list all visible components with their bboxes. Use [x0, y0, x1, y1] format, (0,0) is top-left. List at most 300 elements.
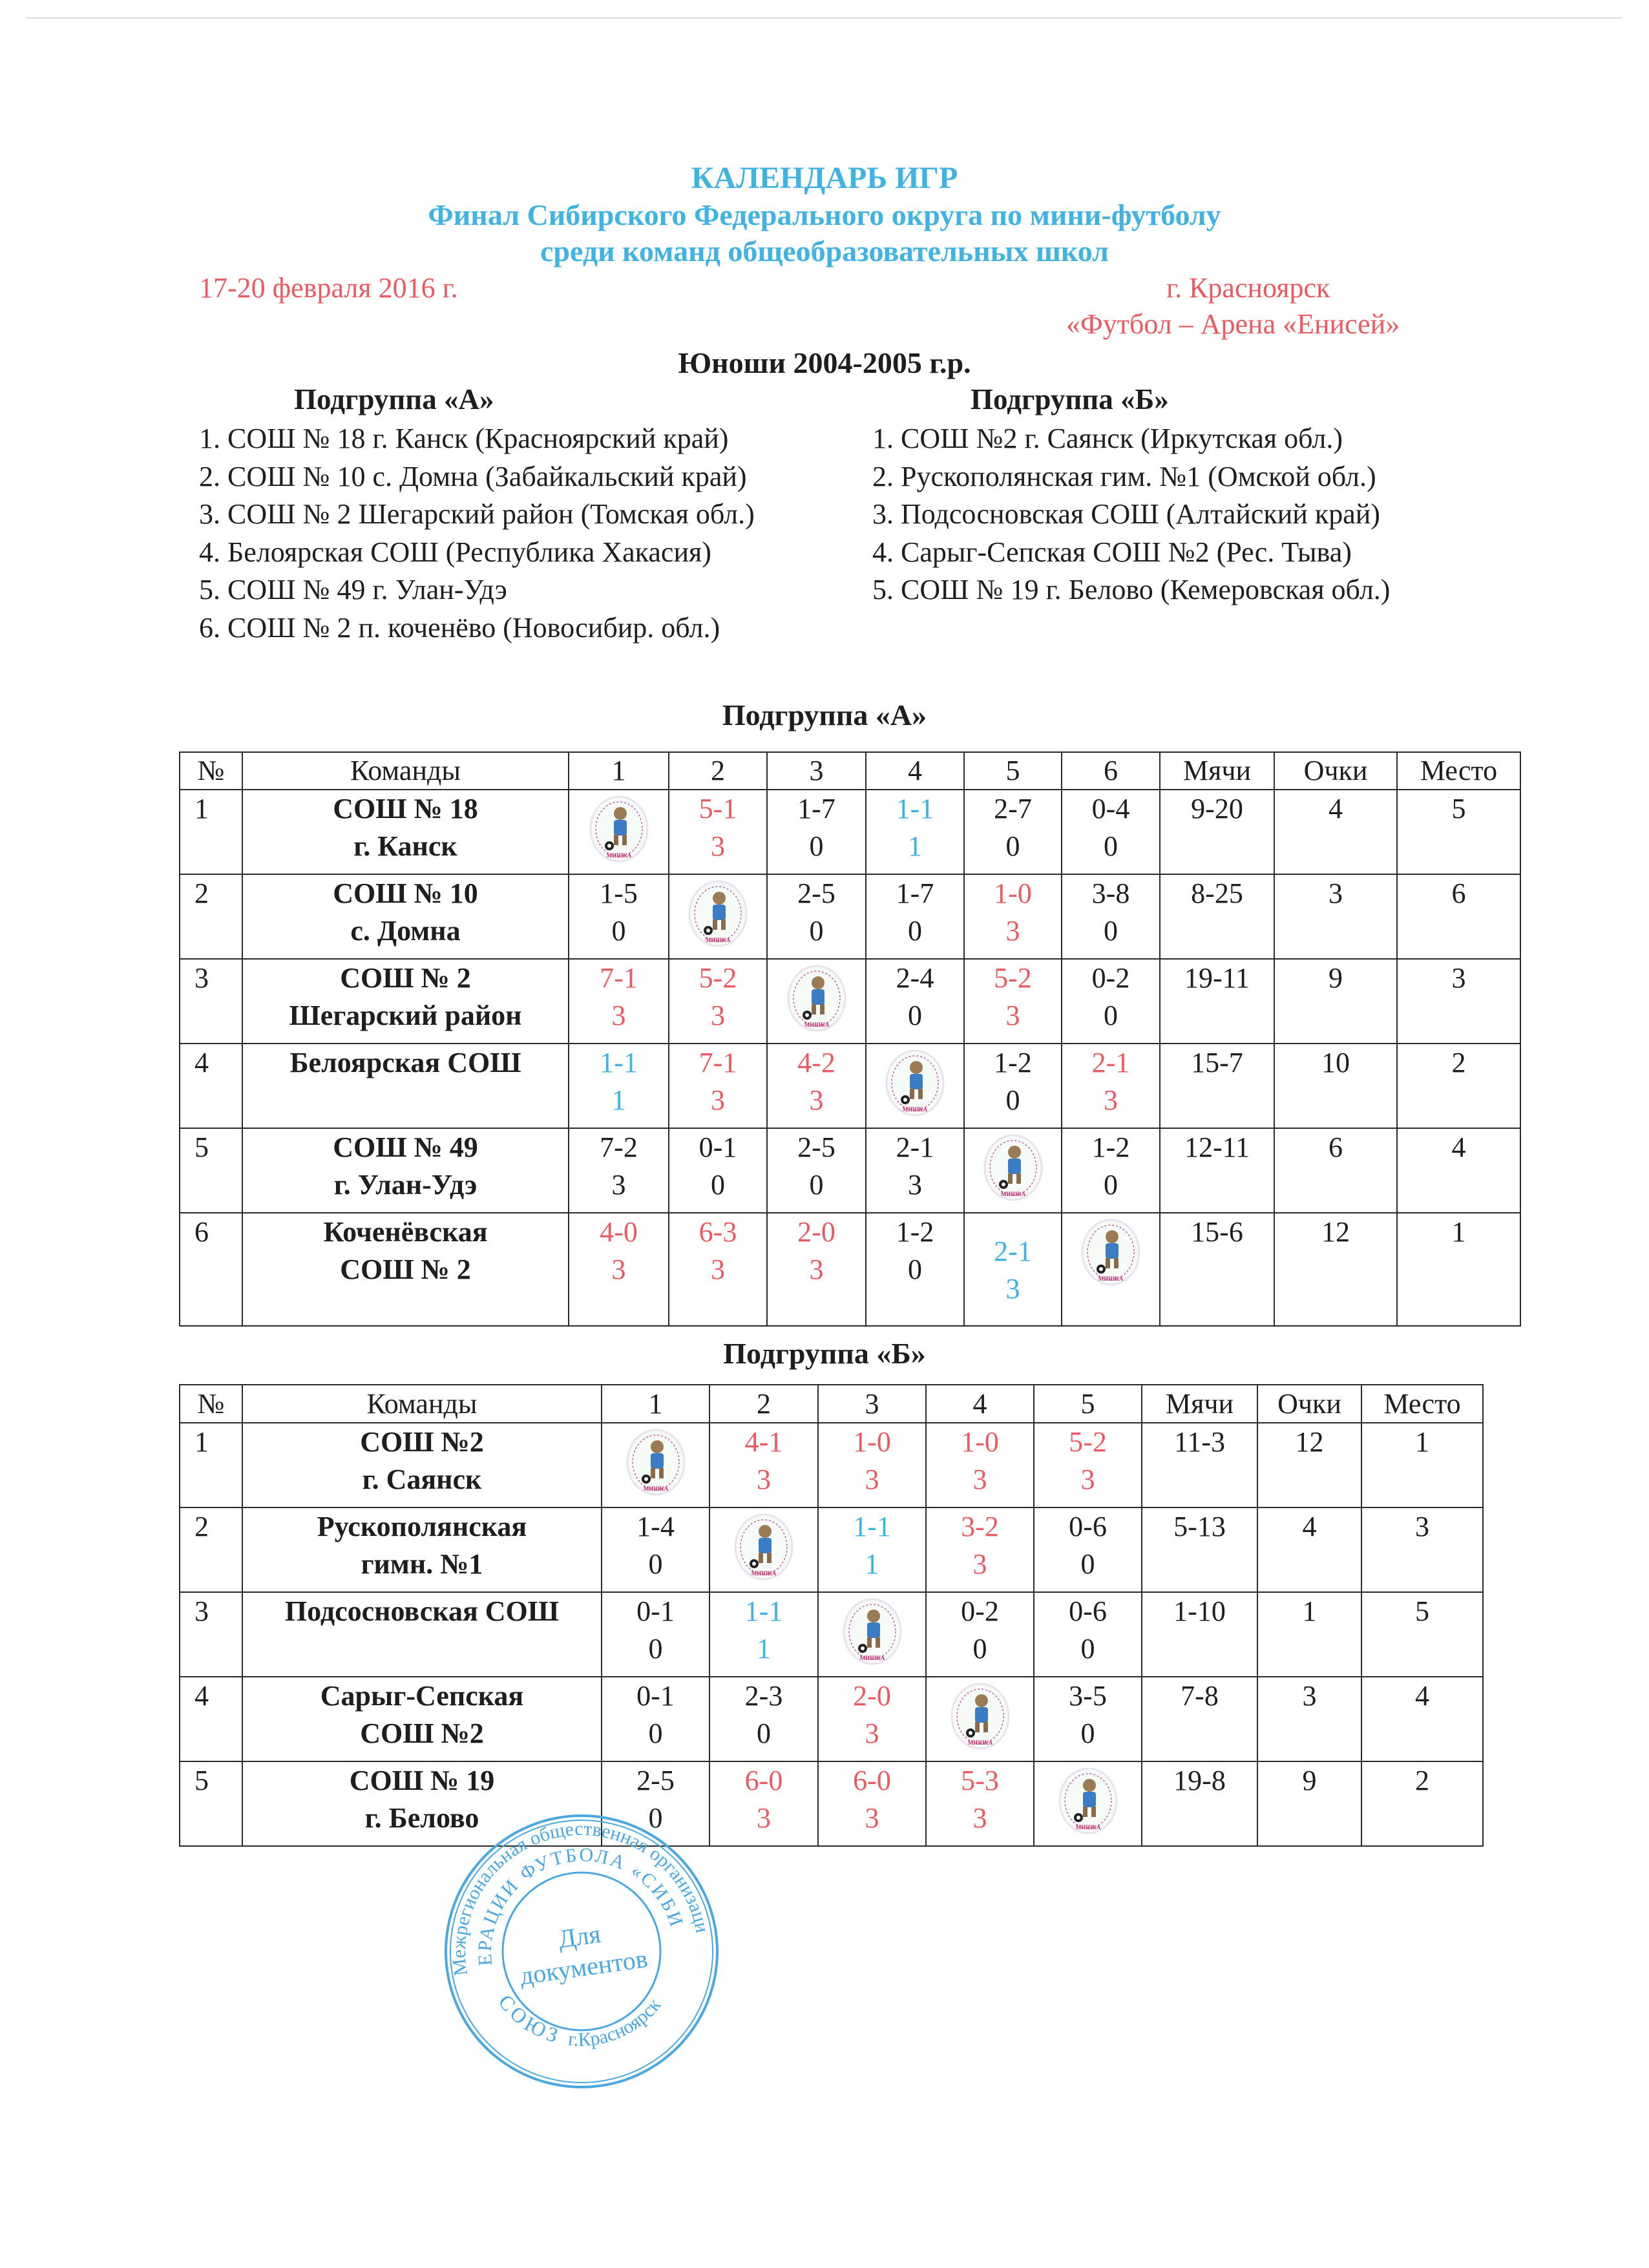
points-total: 4: [1257, 1507, 1361, 1592]
match-score: 2-1: [896, 1131, 934, 1163]
match-result-cell: [818, 1507, 926, 1592]
goals-total: 19-8: [1142, 1761, 1257, 1846]
match-score: 1-0: [961, 1426, 999, 1458]
svg-text:МИШКА: МИШКА: [705, 937, 731, 943]
match-result-cell: [1062, 1128, 1160, 1213]
team-list-a: [199, 420, 755, 647]
match-points: 3: [757, 1802, 771, 1834]
diagonal-logo-cell: [709, 1507, 818, 1592]
match-result-cell: [866, 1213, 964, 1326]
match-result-cell: [569, 1213, 669, 1326]
goals-total: 8-25: [1160, 874, 1274, 959]
table-row: [180, 1761, 1483, 1846]
table-row: [180, 1592, 1483, 1677]
bear-footballer-logo-icon: [819, 1597, 925, 1676]
match-score: 0-4: [1091, 793, 1130, 824]
list-heading-b: Подгруппа «Б»: [971, 383, 1169, 415]
match-score: 1-5: [600, 877, 638, 909]
match-result-cell: [964, 1213, 1062, 1326]
column-header: Место: [1361, 1385, 1483, 1423]
match-score: 5-3: [961, 1765, 999, 1796]
team-name: [242, 1677, 602, 1761]
match-result-cell: [818, 1761, 926, 1846]
column-header: Команды: [242, 1385, 602, 1423]
page-subtitle: Финал Сибирского Федерального округа по мини-футболу: [428, 198, 1221, 231]
match-result-cell: [866, 790, 964, 874]
svg-text:МИШКА: МИШКА: [1075, 1824, 1100, 1831]
match-result-cell: [669, 1128, 767, 1213]
list-item: 3. Подсосновская СОШ (Алтайский край): [872, 498, 1380, 530]
diagonal-logo-cell: [1034, 1761, 1142, 1846]
age-category: Юноши 2004-2005 г.р.: [678, 346, 971, 379]
match-score: 7-1: [698, 1047, 737, 1078]
bear-footballer-logo-icon: [768, 963, 865, 1043]
team-name: [242, 959, 569, 1044]
match-points: 1: [611, 1084, 626, 1116]
match-result-cell: [602, 1592, 709, 1677]
column-header: 1: [602, 1385, 709, 1423]
match-points: 3: [972, 1464, 987, 1495]
points-total: 12: [1257, 1423, 1361, 1507]
match-points: 0: [711, 1169, 725, 1201]
standings-table-a: [179, 751, 1521, 1327]
match-score: 0-1: [698, 1131, 737, 1163]
match-points: 0: [648, 1802, 663, 1834]
match-result-cell: [926, 1592, 1034, 1677]
team-name-line: Шегарский район: [289, 1000, 522, 1031]
table-header-row: [180, 752, 1520, 790]
team-number: 5: [180, 1128, 242, 1213]
match-points: 0: [757, 1717, 771, 1749]
match-result-cell: [569, 1044, 669, 1128]
final-place: 4: [1397, 1128, 1520, 1213]
goals-total: 15-7: [1160, 1044, 1274, 1128]
column-header: №: [180, 1385, 242, 1423]
match-result-cell: [767, 1044, 866, 1128]
match-points: 0: [611, 915, 626, 947]
goals-total: 12-11: [1160, 1128, 1274, 1213]
table-row: [180, 959, 1520, 1044]
final-place: 4: [1361, 1677, 1483, 1761]
svg-text:МИШКА: МИШКА: [606, 852, 631, 859]
match-score: 3-8: [1091, 877, 1130, 909]
goals-total: 15-6: [1160, 1213, 1274, 1326]
event-city: г. Красноярск: [1166, 272, 1330, 304]
match-points: 3: [908, 1169, 922, 1201]
match-result-cell: [818, 1423, 926, 1507]
column-header: №: [180, 752, 242, 790]
stamp-bottom-text: СОЮЗ: [494, 1990, 565, 2048]
list-item: 3. СОШ № 2 Шегарский район (Томская обл.): [199, 498, 755, 530]
match-score: 2-1: [1091, 1047, 1130, 1078]
column-header: 1: [569, 752, 669, 790]
match-points: 3: [809, 1254, 824, 1285]
column-header: 3: [818, 1385, 926, 1423]
match-points: 3: [865, 1464, 879, 1495]
match-result-cell: [1062, 874, 1160, 959]
match-result-cell: [709, 1761, 818, 1846]
column-header: Место: [1397, 752, 1520, 790]
column-header: 2: [709, 1385, 818, 1423]
team-number: 2: [180, 1507, 242, 1592]
goals-total: 1-10: [1142, 1592, 1257, 1677]
match-points: 3: [611, 1169, 626, 1201]
bear-footballer-logo-icon: [569, 794, 668, 874]
match-result-cell: [1034, 1507, 1142, 1592]
match-points: 3: [809, 1084, 824, 1116]
stamp-city-text: г.Красноярск: [567, 1994, 666, 2051]
diagonal-logo-cell: [866, 1044, 964, 1128]
svg-text:МИШКА: МИШКА: [751, 1570, 777, 1577]
match-score: 1-0: [853, 1426, 891, 1458]
match-points: 0: [809, 915, 824, 947]
stamp-outer-text: Межрегиональная общественная организация: [448, 1818, 713, 1977]
match-result-cell: [767, 790, 866, 874]
team-number: 1: [180, 1423, 242, 1507]
team-name-line: гимн. №1: [361, 1548, 483, 1580]
match-result-cell: [569, 959, 669, 1044]
match-score: 1-2: [1091, 1131, 1130, 1163]
match-points: 0: [1080, 1717, 1095, 1749]
match-points: 0: [809, 830, 824, 862]
match-result-cell: [767, 1128, 866, 1213]
team-number: 4: [180, 1677, 242, 1761]
points-total: 12: [1274, 1213, 1397, 1326]
match-points: 0: [972, 1633, 987, 1664]
column-header: Мячи: [1142, 1385, 1257, 1423]
team-name: [242, 1507, 602, 1592]
team-name: [242, 1213, 569, 1326]
team-name-line: г. Саянск: [362, 1464, 482, 1495]
match-score: 1-7: [896, 877, 934, 909]
list-item: 2. СОШ № 10 с. Домна (Забайкальский край): [199, 460, 747, 492]
match-points: 3: [1005, 915, 1020, 947]
team-number: 3: [180, 1592, 242, 1677]
svg-text:МИШКА: МИШКА: [859, 1655, 885, 1661]
list-item: 2. Рускополянская гим. №1 (Омской обл.): [872, 460, 1376, 492]
match-result-cell: [602, 1507, 709, 1592]
team-name: [242, 1044, 569, 1128]
team-name-line: СОШ № 2: [340, 962, 471, 994]
diagonal-logo-cell: [964, 1128, 1062, 1213]
team-number: 6: [180, 1213, 242, 1326]
match-result-cell: [1034, 1677, 1142, 1761]
svg-text:г.Красноярск: [561, 1992, 669, 2053]
match-score: 5-2: [994, 962, 1032, 994]
match-points: 0: [1005, 830, 1020, 862]
points-total: 6: [1274, 1128, 1397, 1213]
match-result-cell: [767, 874, 866, 959]
match-score: 4-0: [600, 1216, 638, 1248]
diagonal-logo-cell: [569, 790, 669, 874]
list-item: 4. Сарыг-Сепская СОШ №2 (Рес. Тыва): [872, 536, 1352, 568]
list-item: 5. СОШ № 19 г. Белово (Кемеровская обл.): [872, 574, 1391, 605]
match-result-cell: [866, 959, 964, 1044]
match-points: 0: [1104, 1000, 1118, 1031]
team-name-line: СОШ № 10: [333, 877, 478, 909]
match-score: 5-2: [1069, 1426, 1107, 1458]
match-score: 2-5: [797, 877, 835, 909]
match-points: 3: [711, 1254, 725, 1285]
match-points: 1: [757, 1633, 771, 1664]
match-points: 3: [1005, 1000, 1020, 1031]
list-heading-a: Подгруппа «А»: [294, 383, 494, 415]
match-score: 7-2: [600, 1131, 638, 1163]
table-row: [180, 1507, 1483, 1592]
match-points: 3: [972, 1548, 987, 1580]
points-total: 9: [1257, 1761, 1361, 1846]
final-place: 5: [1361, 1592, 1483, 1677]
column-header: 5: [1034, 1385, 1142, 1423]
column-header: Очки: [1257, 1385, 1361, 1423]
match-score: 0-6: [1069, 1595, 1107, 1627]
match-score: 2-0: [853, 1680, 891, 1712]
goals-total: 9-20: [1160, 790, 1274, 874]
match-score: 2-1: [994, 1235, 1032, 1267]
match-points: 3: [865, 1802, 879, 1834]
match-result-cell: [926, 1423, 1034, 1507]
column-header: 2: [669, 752, 767, 790]
match-result-cell: [964, 790, 1062, 874]
match-score: 6-0: [853, 1765, 891, 1796]
match-points: 0: [1104, 915, 1118, 947]
page-title: КАЛЕНДАРЬ ИГР: [691, 161, 958, 195]
team-number: 3: [180, 959, 242, 1044]
goals-total: 5-13: [1142, 1507, 1257, 1592]
match-score: 1-7: [797, 793, 835, 824]
match-score: 2-3: [744, 1680, 783, 1712]
stamp-center-line1: Для: [556, 1918, 603, 1954]
team-name-line: г. Канск: [353, 830, 457, 862]
page-subtitle-2: среди команд общеобразовательных школ: [540, 235, 1109, 268]
team-name-line: г. Белово: [364, 1802, 479, 1834]
match-score: 0-2: [1091, 962, 1130, 994]
table-title-a: Подгруппа «А»: [722, 698, 927, 731]
match-score: 0-2: [961, 1595, 999, 1627]
diagonal-logo-cell: [926, 1677, 1034, 1761]
bear-footballer-logo-icon: [669, 879, 766, 958]
team-name-line: Сарыг-Сепская: [320, 1680, 524, 1712]
team-name-line: Коченёвская: [323, 1216, 488, 1248]
match-result-cell: [669, 790, 767, 874]
match-result-cell: [602, 1677, 709, 1761]
list-item: 6. СОШ № 2 п. коченёво (Новосибир. обл.): [199, 611, 720, 644]
match-points: 0: [908, 1000, 922, 1031]
svg-text:МИШКА: МИШКА: [967, 1739, 993, 1746]
match-points: 0: [1080, 1548, 1095, 1580]
list-item: 1. СОШ № 18 г. Канск (Красноярский край): [199, 423, 729, 454]
bear-footballer-logo-icon: [867, 1048, 963, 1128]
match-result-cell: [1062, 790, 1160, 874]
bear-footballer-logo-icon: [1035, 1766, 1141, 1845]
match-score: 1-4: [636, 1511, 675, 1542]
match-points: 0: [1104, 1169, 1118, 1201]
match-points: 3: [711, 1084, 725, 1116]
match-points: 3: [865, 1717, 879, 1749]
diagonal-logo-cell: [669, 874, 767, 959]
match-result-cell: [926, 1761, 1034, 1846]
team-name-line: СОШ № 49: [333, 1131, 478, 1163]
match-score: 0-1: [636, 1680, 675, 1712]
team-name-line: с. Домна: [350, 915, 461, 947]
svg-text:МИШКА: МИШКА: [1098, 1276, 1124, 1282]
match-score: 1-1: [853, 1511, 891, 1542]
match-score: 5-2: [698, 962, 737, 994]
match-points: 3: [1005, 1273, 1020, 1305]
bear-footballer-logo-icon: [710, 1512, 817, 1591]
match-score: 2-5: [797, 1131, 835, 1163]
column-header: 6: [1062, 752, 1160, 790]
points-total: 1: [1257, 1592, 1361, 1677]
match-score: 1-2: [896, 1216, 934, 1248]
final-place: 2: [1397, 1044, 1520, 1128]
match-result-cell: [709, 1423, 818, 1507]
team-name-line: Белоярская СОШ: [289, 1047, 521, 1078]
match-result-cell: [709, 1677, 818, 1761]
table-row: [180, 874, 1520, 959]
team-name-line: Рускополянская: [317, 1511, 527, 1542]
team-name-line: г. Улан-Удэ: [333, 1169, 478, 1201]
match-score: 7-1: [600, 962, 638, 994]
match-points: 3: [611, 1000, 626, 1031]
standings-table-b: [179, 1384, 1484, 1847]
column-header: Мячи: [1160, 752, 1274, 790]
team-name-line: СОШ № 2: [340, 1254, 471, 1285]
final-place: 1: [1397, 1213, 1520, 1326]
team-number: 4: [180, 1044, 242, 1128]
match-score: 6-3: [698, 1216, 737, 1248]
points-total: 4: [1274, 790, 1397, 874]
svg-text:СОЮЗ: [492, 1984, 567, 2056]
stamp-center-line2: документов: [518, 1944, 650, 1991]
team-name-line: Подсосновская СОШ: [284, 1595, 560, 1627]
match-points: 0: [1080, 1633, 1095, 1664]
match-points: 1: [865, 1548, 879, 1580]
match-result-cell: [926, 1507, 1034, 1592]
team-name-line: СОШ № 19: [349, 1765, 495, 1796]
match-result-cell: [964, 959, 1062, 1044]
match-result-cell: [669, 1213, 767, 1326]
match-result-cell: [1062, 959, 1160, 1044]
match-points: 3: [711, 830, 725, 862]
match-score: 2-7: [994, 793, 1032, 824]
final-place: 3: [1361, 1507, 1483, 1592]
match-result-cell: [1034, 1423, 1142, 1507]
match-score: 1-0: [994, 877, 1032, 909]
match-result-cell: [1034, 1592, 1142, 1677]
column-header: 4: [926, 1385, 1034, 1423]
match-score: 1-1: [744, 1595, 783, 1627]
match-result-cell: [818, 1677, 926, 1761]
list-item: 5. СОШ № 49 г. Улан-Удэ: [199, 574, 507, 605]
goals-total: 19-11: [1160, 959, 1274, 1044]
column-header: Очки: [1274, 752, 1397, 790]
match-result-cell: [866, 874, 964, 959]
match-result-cell: [1062, 1044, 1160, 1128]
team-number: 1: [180, 790, 242, 874]
match-points: 3: [972, 1802, 987, 1834]
goals-total: 11-3: [1142, 1423, 1257, 1507]
match-points: 0: [648, 1548, 663, 1580]
match-score: 2-0: [797, 1216, 835, 1248]
team-number: 5: [180, 1761, 242, 1846]
diagonal-logo-cell: [767, 959, 866, 1044]
diagonal-logo-cell: [602, 1423, 709, 1507]
list-item: 4. Белоярская СОШ (Республика Хакасия): [199, 536, 711, 568]
match-result-cell: [669, 1044, 767, 1128]
match-result-cell: [767, 1213, 866, 1326]
match-score: 4-2: [797, 1047, 835, 1078]
goals-total: 7-8: [1142, 1677, 1257, 1761]
team-number: 2: [180, 874, 242, 959]
table-title-b: Подгруппа «Б»: [723, 1337, 926, 1370]
svg-text:МИШКА: МИШКА: [804, 1022, 829, 1028]
scan-edge-line: [26, 17, 1622, 19]
points-total: 3: [1257, 1677, 1361, 1761]
svg-text:МИШКА: МИШКА: [1000, 1191, 1025, 1197]
team-name-line: СОШ №2: [360, 1717, 484, 1749]
match-points: 3: [711, 1000, 725, 1031]
match-points: 0: [908, 1254, 922, 1285]
match-points: 0: [1005, 1084, 1020, 1116]
final-place: 5: [1397, 790, 1520, 874]
final-place: 6: [1397, 874, 1520, 959]
column-header: 4: [866, 752, 964, 790]
match-score: 6-0: [744, 1765, 783, 1796]
final-place: 1: [1361, 1423, 1483, 1507]
match-points: 3: [1080, 1464, 1095, 1495]
team-name: [242, 874, 569, 959]
svg-text:МИШКА: МИШКА: [902, 1106, 928, 1113]
match-score: 2-5: [636, 1765, 675, 1796]
column-header: Команды: [242, 752, 569, 790]
match-result-cell: [569, 874, 669, 959]
bear-footballer-logo-icon: [602, 1427, 709, 1507]
match-score: 1-2: [994, 1047, 1032, 1078]
match-result-cell: [964, 1044, 1062, 1128]
match-points: 3: [757, 1464, 771, 1495]
team-list-b: [872, 420, 1390, 609]
match-points: 3: [611, 1254, 626, 1285]
event-dates: 17-20 февраля 2016 г.: [199, 272, 458, 304]
svg-text:МИШКА: МИШКА: [643, 1486, 668, 1492]
organization-stamp: [439, 1809, 724, 2094]
points-total: 3: [1274, 874, 1397, 959]
team-name: [242, 1592, 602, 1677]
team-name: [242, 1128, 569, 1213]
match-score: 0-1: [636, 1595, 675, 1627]
team-name-line: СОШ №2: [360, 1426, 484, 1458]
match-score: 5-1: [698, 793, 737, 824]
match-result-cell: [866, 1128, 964, 1213]
final-place: 2: [1361, 1761, 1483, 1846]
match-result-cell: [964, 874, 1062, 959]
bear-footballer-logo-icon: [1062, 1217, 1159, 1297]
match-result-cell: [569, 1128, 669, 1213]
list-item: 1. СОШ №2 г. Саянск (Иркутская обл.): [872, 423, 1343, 454]
table-row: [180, 1128, 1520, 1213]
match-points: 1: [908, 830, 922, 862]
match-score: 2-4: [896, 962, 934, 994]
team-name-line: СОШ № 18: [333, 793, 478, 824]
points-total: 9: [1274, 959, 1397, 1044]
table-row: [180, 790, 1520, 874]
match-points: 0: [908, 915, 922, 947]
event-venue: «Футбол – Арена «Енисей»: [1066, 308, 1400, 340]
bear-footballer-logo-icon: [965, 1133, 1061, 1212]
points-total: 10: [1274, 1044, 1397, 1128]
team-name: [242, 790, 569, 874]
